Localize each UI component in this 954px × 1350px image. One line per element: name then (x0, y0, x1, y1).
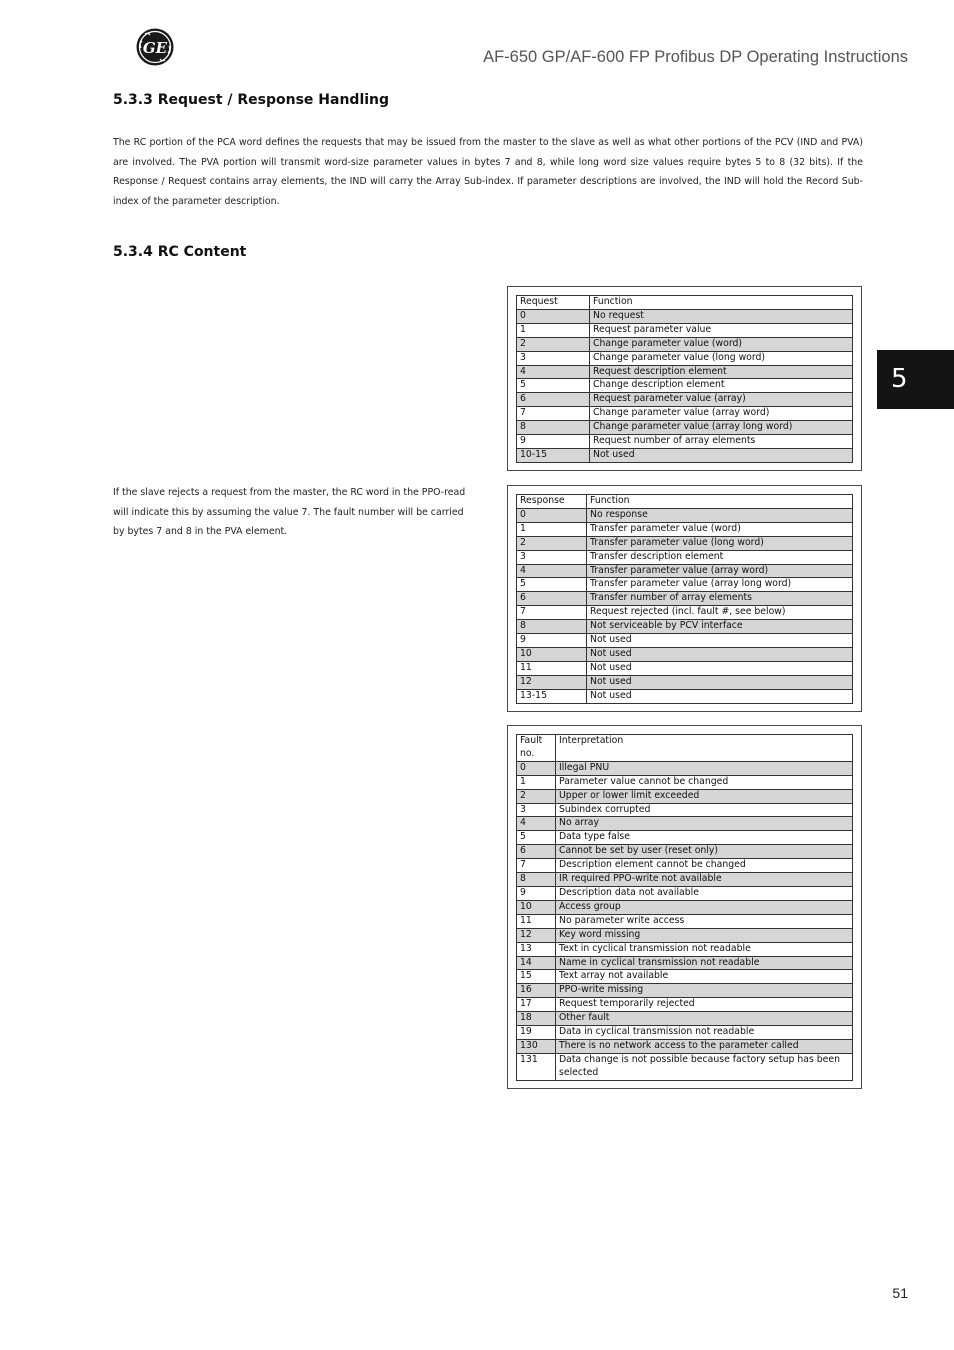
table-row (517, 508, 853, 522)
description-cell: Not used (587, 634, 853, 648)
description-cell: IR required PPO-write not available (556, 873, 853, 887)
table-row (517, 998, 853, 1012)
description-cell: Not serviceable by PCV interface (587, 620, 853, 634)
table-row (517, 817, 853, 831)
chapter-tab: 5 (877, 350, 954, 409)
table-row (517, 323, 853, 337)
description-cell: Request parameter value (590, 323, 853, 337)
fault-table-frame (507, 725, 862, 1089)
code-cell: 1 (517, 522, 587, 536)
header-text-cell: Function (587, 495, 853, 509)
response-table (516, 494, 853, 704)
code-cell: 18 (517, 1012, 556, 1026)
table-header-row (517, 296, 853, 310)
table-row (517, 337, 853, 351)
table-row (517, 873, 853, 887)
description-cell: No parameter write access (556, 914, 853, 928)
code-cell: 16 (517, 984, 556, 998)
code-cell: 4 (517, 365, 590, 379)
table-row (517, 900, 853, 914)
request-table (516, 295, 853, 463)
description-cell: Change description element (590, 379, 853, 393)
request-table-frame (507, 286, 862, 471)
table-row (517, 789, 853, 803)
description-cell: PPO-write missing (556, 984, 853, 998)
code-cell: 12 (517, 675, 587, 689)
code-cell: 9 (517, 886, 556, 900)
code-cell: 7 (517, 606, 587, 620)
table-row (517, 365, 853, 379)
description-cell: Not used (587, 675, 853, 689)
code-cell: 4 (517, 564, 587, 578)
table-row (517, 351, 853, 365)
description-cell: Upper or lower limit exceeded (556, 789, 853, 803)
description-cell: Description element cannot be changed (556, 859, 853, 873)
code-cell: 8 (517, 421, 590, 435)
code-cell: 2 (517, 789, 556, 803)
table-row (517, 1053, 853, 1080)
table-row (517, 634, 853, 648)
table-row (517, 393, 853, 407)
code-cell: 5 (517, 831, 556, 845)
section-heading-request-response: 5.3.3 Request / Response Handling (113, 92, 390, 108)
table-row (517, 448, 853, 462)
description-cell: Not used (590, 448, 853, 462)
description-cell: Data type false (556, 831, 853, 845)
description-cell: Not used (587, 647, 853, 661)
description-cell: Request temporarily rejected (556, 998, 853, 1012)
description-cell: Change parameter value (long word) (590, 351, 853, 365)
table-row (517, 928, 853, 942)
table-row (517, 578, 853, 592)
table-row (517, 942, 853, 956)
code-cell: 17 (517, 998, 556, 1012)
header-text-cell: Interpretation (556, 735, 853, 762)
page-number: 51 (892, 1285, 908, 1301)
table-row (517, 914, 853, 928)
code-cell: 5 (517, 578, 587, 592)
description-cell: Not used (587, 661, 853, 675)
rc-reject-note: If the slave rejects a request from the master, the RC word in the PPO-read will indicate this by assuming the value 7. The fault number will be carried by bytes 7 and 8 in the PVA element. (113, 487, 466, 537)
description-cell: No response (587, 508, 853, 522)
description-cell: Request parameter value (array) (590, 393, 853, 407)
table-row (517, 984, 853, 998)
code-cell: 3 (517, 351, 590, 365)
table-row (517, 859, 853, 873)
description-cell: Description data not available (556, 886, 853, 900)
description-cell: Change parameter value (array long word) (590, 421, 853, 435)
description-cell: Name in cyclical transmission not readable (556, 956, 853, 970)
table-row (517, 309, 853, 323)
table-header-row (517, 495, 853, 509)
header-code-cell: Response (517, 495, 587, 509)
document-title: AF-650 GP/AF-600 FP Profibus DP Operating Instructions (483, 48, 908, 66)
description-cell: No array (556, 817, 853, 831)
code-cell: 0 (517, 761, 556, 775)
code-cell: 10 (517, 900, 556, 914)
code-cell: 8 (517, 620, 587, 634)
table-row (517, 620, 853, 634)
description-cell: Illegal PNU (556, 761, 853, 775)
description-cell: Transfer number of array elements (587, 592, 853, 606)
description-cell: Transfer parameter value (array word) (587, 564, 853, 578)
header-code-cell: Request (517, 296, 590, 310)
code-cell: 0 (517, 309, 590, 323)
description-cell: Transfer description element (587, 550, 853, 564)
description-cell: Transfer parameter value (word) (587, 522, 853, 536)
fault-table (516, 734, 853, 1081)
code-cell: 11 (517, 914, 556, 928)
code-cell: 130 (517, 1039, 556, 1053)
description-cell: Request description element (590, 365, 853, 379)
table-header-row (517, 735, 853, 762)
description-cell: Data in cyclical transmission not readable (556, 1026, 853, 1040)
code-cell: 12 (517, 928, 556, 942)
table-row (517, 1012, 853, 1026)
code-cell: 3 (517, 803, 556, 817)
header-text-cell: Function (590, 296, 853, 310)
code-cell: 19 (517, 1026, 556, 1040)
description-cell: Change parameter value (array word) (590, 407, 853, 421)
table-row (517, 407, 853, 421)
description-cell: No request (590, 309, 853, 323)
description-cell: Other fault (556, 1012, 853, 1026)
table-row (517, 970, 853, 984)
table-row (517, 592, 853, 606)
description-cell: Change parameter value (word) (590, 337, 853, 351)
description-cell: Parameter value cannot be changed (556, 775, 853, 789)
table-row (517, 522, 853, 536)
table-row (517, 761, 853, 775)
logo-monogram: GE (142, 39, 168, 57)
code-cell: 14 (517, 956, 556, 970)
table-row (517, 775, 853, 789)
code-cell: 3 (517, 550, 587, 564)
table-row (517, 1026, 853, 1040)
table-row (517, 661, 853, 675)
table-row (517, 845, 853, 859)
table-row (517, 606, 853, 620)
code-cell: 7 (517, 407, 590, 421)
code-cell: 13 (517, 942, 556, 956)
code-cell: 11 (517, 661, 587, 675)
code-cell: 131 (517, 1053, 556, 1080)
code-cell: 6 (517, 393, 590, 407)
table-row (517, 421, 853, 435)
description-cell: Transfer parameter value (long word) (587, 536, 853, 550)
code-cell: 4 (517, 817, 556, 831)
table-row (517, 564, 853, 578)
description-cell: Access group (556, 900, 853, 914)
description-cell: Request rejected (incl. fault #, see below) (587, 606, 853, 620)
code-cell: 15 (517, 970, 556, 984)
code-cell: 0 (517, 508, 587, 522)
description-cell: Text in cyclical transmission not readable (556, 942, 853, 956)
table-row (517, 886, 853, 900)
description-cell: There is no network access to the parameter called (556, 1039, 853, 1053)
table-row (517, 1039, 853, 1053)
code-cell: 5 (517, 379, 590, 393)
table-row (517, 803, 853, 817)
code-cell: 2 (517, 536, 587, 550)
code-cell: 6 (517, 845, 556, 859)
code-cell: 9 (517, 435, 590, 449)
code-cell: 9 (517, 634, 587, 648)
section-heading-rc-content: 5.3.4 RC Content (113, 244, 247, 260)
code-cell: 2 (517, 337, 590, 351)
header-code-cell: Fault no. (517, 735, 556, 762)
response-table-frame (507, 485, 862, 712)
table-row (517, 647, 853, 661)
code-cell: 7 (517, 859, 556, 873)
description-cell: Request number of array elements (590, 435, 853, 449)
section-paragraph-request-response: The RC portion of the PCA word defines the requests that may be issued from the master to the slave as well as what other portions of the PCV (IND and PVA) are involved. The PVA portion will transmit word-size parameter values in bytes 7 and 8, while long word size values require bytes 5 to 8 (32 bits). If the Response / Request contains array elements, the IND will carry the Array Sub-index. If parameter descriptions are involved, the IND will hold the Record Sub-index of the parameter description. (113, 137, 863, 207)
description-cell: Data change is not possible because factory setup has been selected (556, 1053, 853, 1080)
description-cell: Key word missing (556, 928, 853, 942)
code-cell: 1 (517, 323, 590, 337)
description-cell: Text array not available (556, 970, 853, 984)
code-cell: 10 (517, 647, 587, 661)
table-row (517, 689, 853, 703)
table-row (517, 550, 853, 564)
description-cell: Transfer parameter value (array long word) (587, 578, 853, 592)
code-cell: 10-15 (517, 448, 590, 462)
table-row (517, 956, 853, 970)
description-cell: Not used (587, 689, 853, 703)
description-cell: Subindex corrupted (556, 803, 853, 817)
table-row (517, 675, 853, 689)
code-cell: 13-15 (517, 689, 587, 703)
table-row (517, 831, 853, 845)
table-row (517, 379, 853, 393)
code-cell: 8 (517, 873, 556, 887)
ge-logo (136, 28, 174, 66)
description-cell: Cannot be set by user (reset only) (556, 845, 853, 859)
code-cell: 1 (517, 775, 556, 789)
table-row (517, 435, 853, 449)
code-cell: 6 (517, 592, 587, 606)
table-row (517, 536, 853, 550)
